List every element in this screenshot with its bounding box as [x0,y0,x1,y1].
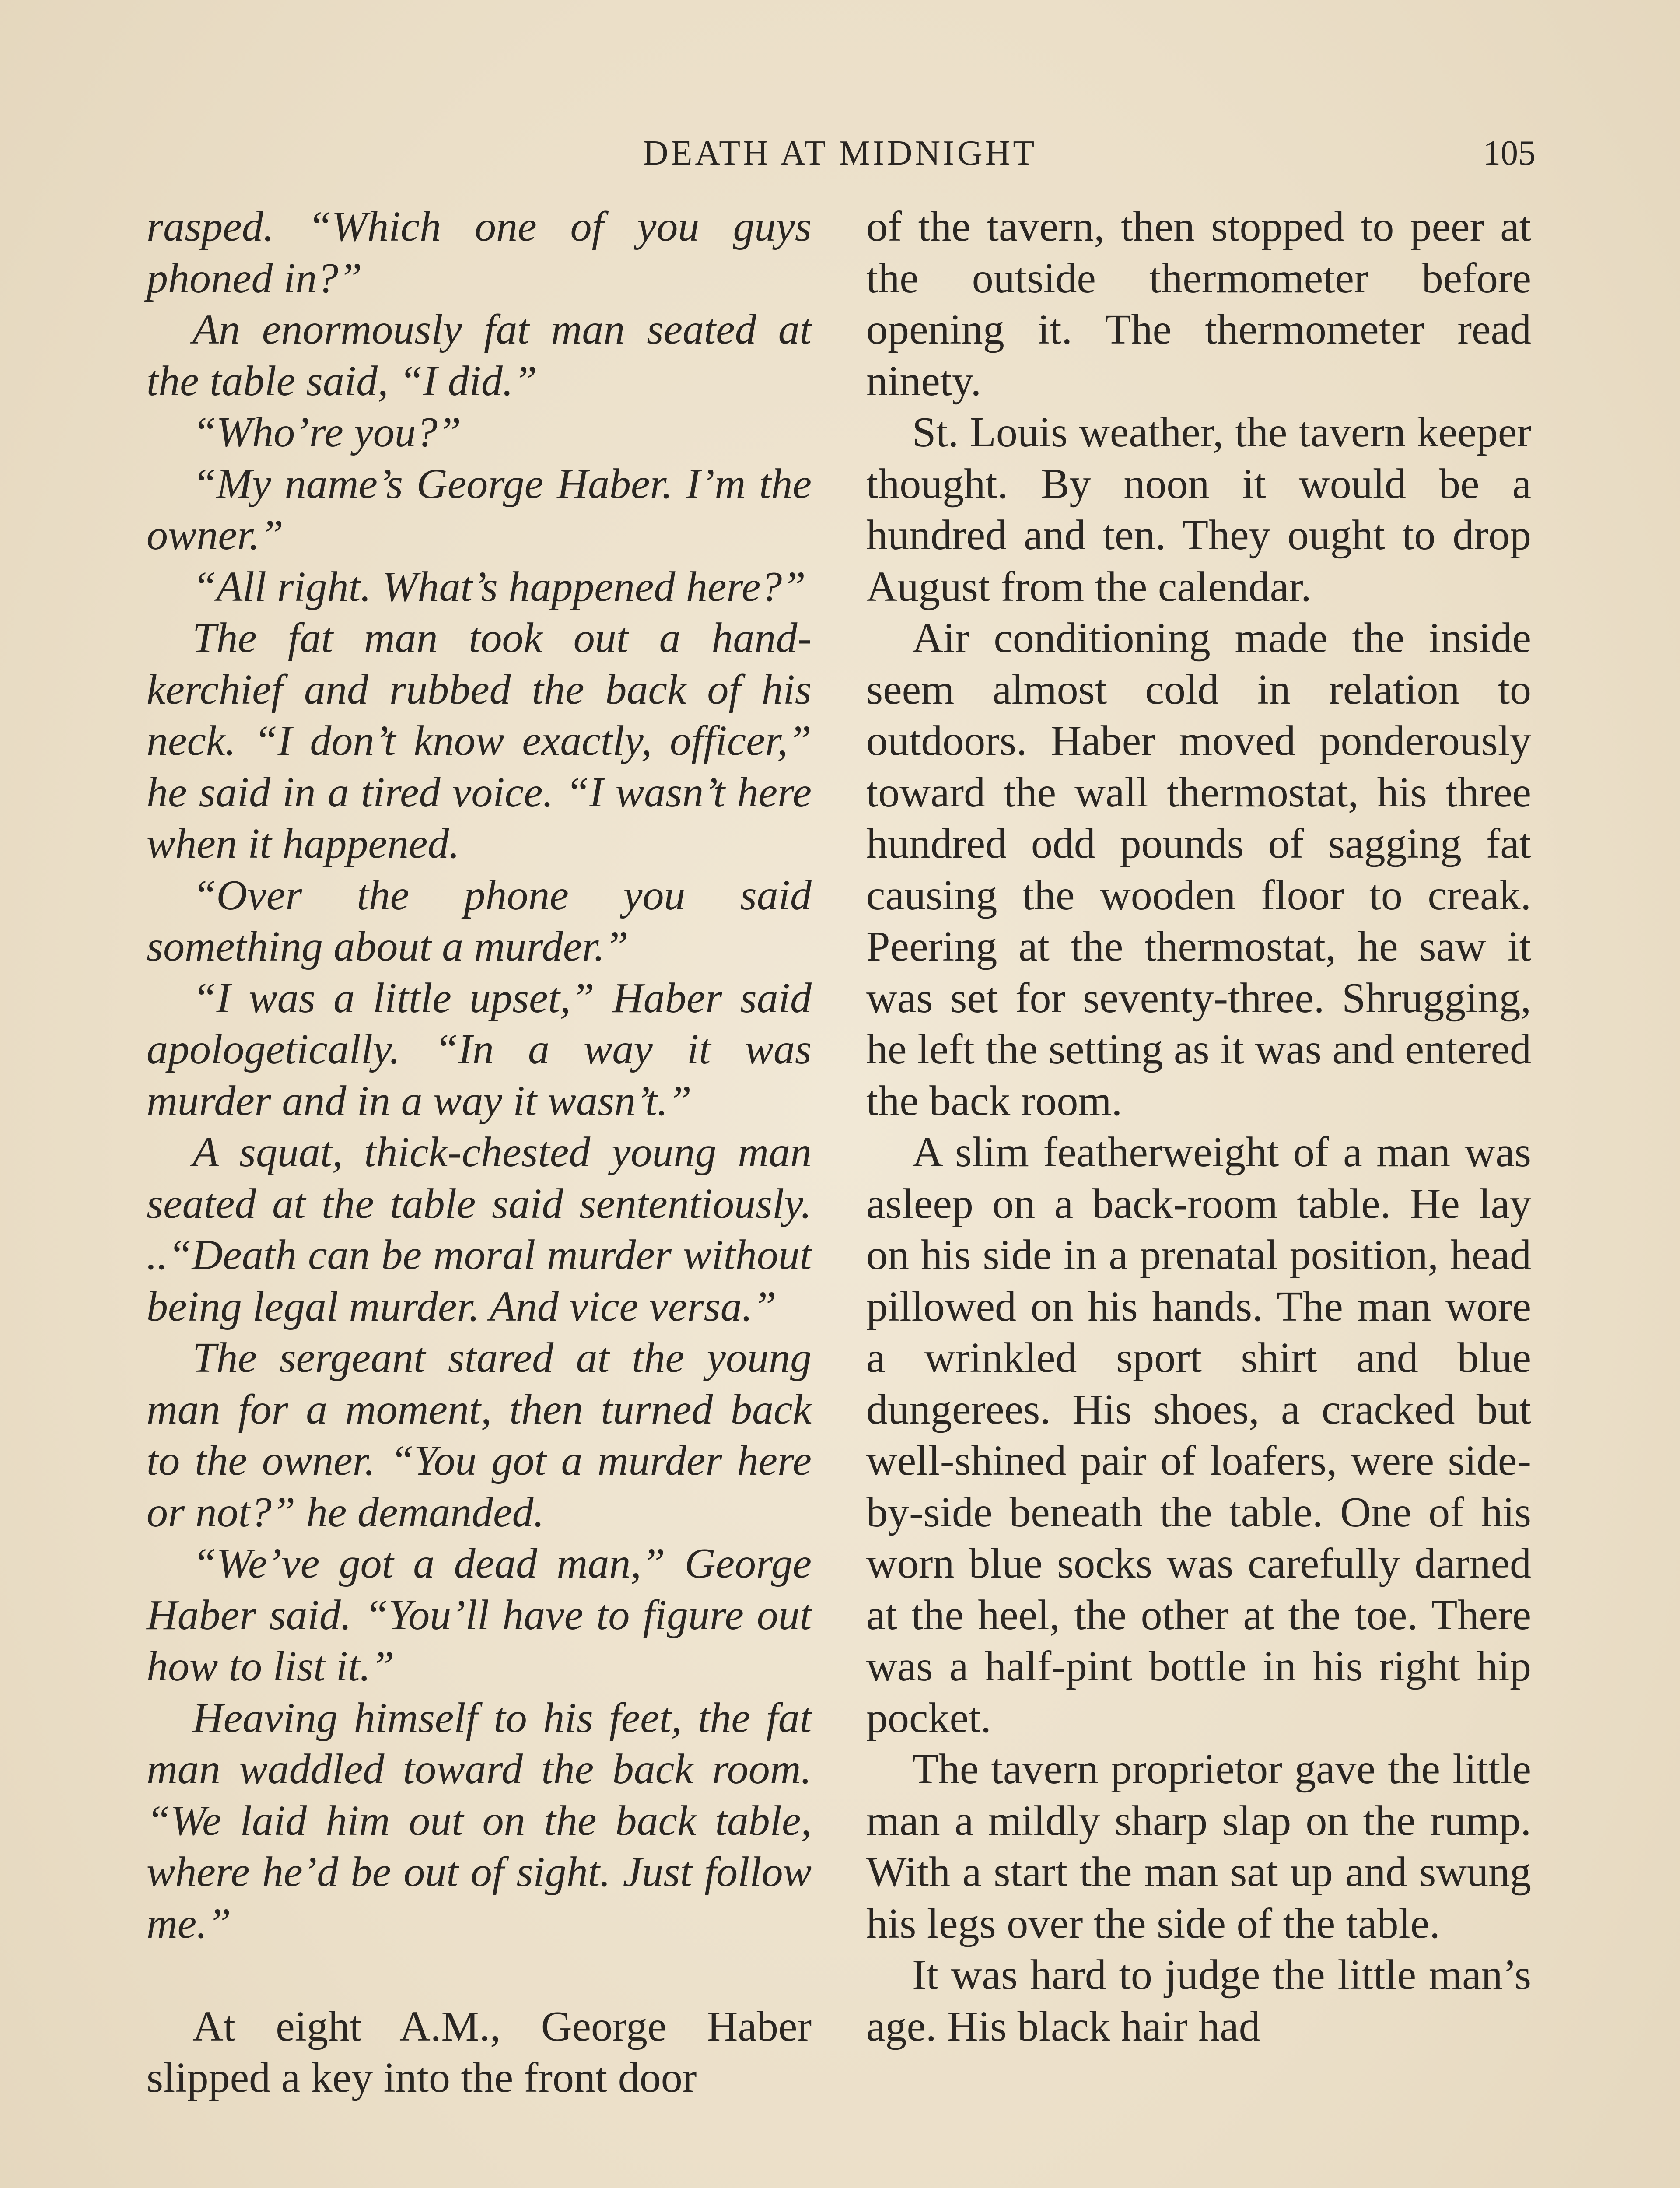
paragraph: Heaving himself to his feet, the fat man waddled toward the back room. “We laid him out on the back table, where he’d be out of sight. Just follow me.” [147,1694,812,1947]
paragraph: A slim featherweight of a man was asleep on a back-room table. He lay on his side in a prenatal position, head pillowed on his hands. The man wore a wrinkled sport shirt and blue dungerees. His shoes, a cracked but well-shined pair of loafers, were side-by-side beneath the table. One of his worn blue socks was carefully darned at the heel, the other at the toe. There was a half-pint bottle in his right hip pocket. [866,1129,1531,1742]
running-title: DEATH AT MIDNIGHT [643,134,1037,172]
paragraph: “I was a little upset,” Haber said apologetically. “In a way it was murder and in a way it wasn’t.” [147,974,812,1125]
paragraph: The sergeant stared at the young man for a moment, then turned back to the owner. “You got a murder here or not?” he demanded. [147,1334,812,1536]
paragraph: At eight A.M., George Haber slipped a key into the front door [147,2002,812,2101]
running-head [144,127,1536,179]
paragraph: “All right. What’s happened here?” [192,563,806,610]
paragraph: The tavern proprietor gave the little man a mildly sharp slap on the rump. With a start the man sat up and swung his legs over the side of the table. [866,1746,1531,1947]
paragraph: St. Louis weather, the tavern keeper thought. By noon it would be a hundred and ten. They ought to drop August from the calendar. [866,409,1531,610]
paragraph: A squat, thick-chested young man seated at the table said sententiously. ..“Death can be moral murder without being legal murder. And vice versa.” [147,1129,812,1330]
paragraph: “My name’s George Haber. I’m the owner.” [147,460,812,559]
right-column [866,201,1531,2052]
left-column [147,201,812,2104]
paragraph: rasped. “Which one of you guys phoned in?” [147,203,812,302]
page-number: 105 [1483,134,1536,172]
paragraph: “We’ve got a dead man,” George Haber said. “You’ll have to figure out how to list it.” [147,1540,812,1690]
paragraph: An enormously fat man seated at the table said, “I did.” [147,306,812,405]
paragraph: “Who’re you?” [192,409,462,456]
paragraph: “Over the phone you said something about a murder.” [147,871,812,970]
paragraph: Air conditioning made the inside seem almost cold in relation to outdoors. Haber moved ponderously toward the wall thermostat, his three hundred odd pounds of sagging fat causing the wooden floor to creak. Peering at the thermostat, he saw it was set for seventy-three. Shrugging, he left the setting as it was and entered the back room. [866,614,1531,1125]
paragraph: The fat man took out a handkerchief and rubbed the back of his neck. “I don’t know exactly, officer,” he said in a tired voice. “I wasn’t here when it happened. [147,614,812,867]
paragraph: It was hard to judge the little man’s age. His black hair had [866,1951,1531,2050]
paragraph: of the tavern, then stopped to peer at the outside thermometer before opening it. The thermometer read ninety. [866,203,1531,405]
